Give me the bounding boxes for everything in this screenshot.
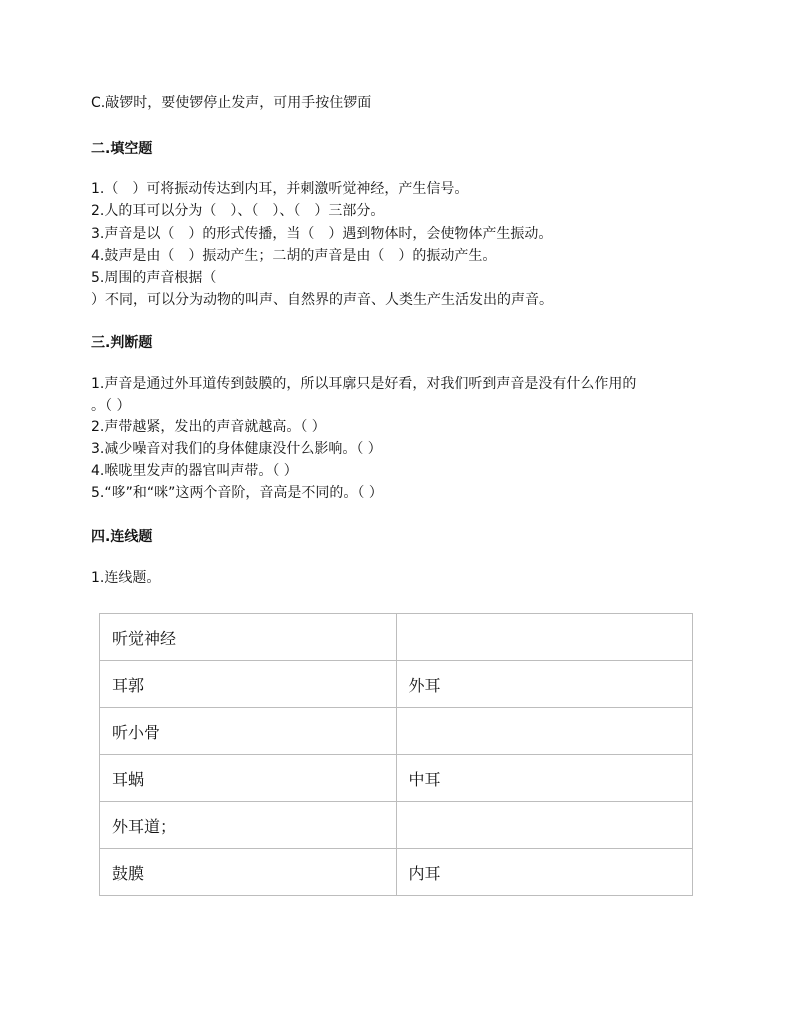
table-cell-left: 外耳道； [100, 802, 397, 849]
fill-item: 1.（ ）可将振动传达到内耳，并刺激听觉神经，产生信号。 [91, 181, 469, 197]
table-row [100, 708, 693, 755]
match-instruction: 1.连线题。 [91, 570, 161, 586]
section-fill-title: 二.填空题 [91, 141, 153, 157]
table-cell-right [396, 708, 693, 755]
fill-item-continued: ）不同，可以分为动物的叫声、自然界的声音、人类生产生活发出的声音。 [91, 292, 553, 308]
table-row [100, 661, 693, 708]
table-cell-left: 鼓膜 [100, 849, 397, 896]
table-cell-right [396, 614, 693, 661]
match-table [99, 613, 693, 896]
section-match-title: 四.连线题 [91, 529, 153, 545]
fill-item: 2.人的耳可以分为（ ）、（ ）、（ ）三部分。 [91, 203, 385, 219]
table-cell-right: 外耳 [396, 661, 693, 708]
table-cell-right [396, 802, 693, 849]
table-cell-left: 听小骨 [100, 708, 397, 755]
fill-item: 4.鼓声是由（ ）振动产生；二胡的声音是由（ ）的振动产生。 [91, 248, 497, 264]
judge-item: 5.“哆”和“咪”这两个音阶，音高是不同的。（ ） [91, 485, 383, 501]
table-row [100, 849, 693, 896]
judge-item-continued: 。（ ） [91, 398, 131, 414]
table-cell-right: 中耳 [396, 755, 693, 802]
table-cell-left: 耳郭 [100, 661, 397, 708]
judge-item: 3.减少噪音对我们的身体健康没什么影响。（ ） [91, 441, 382, 457]
top-option-line: C.敲锣时，要使锣停止发声，可用手按住锣面 [91, 95, 372, 111]
fill-item: 5.周围的声音根据（ [91, 270, 217, 286]
table-cell-left: 耳蜗 [100, 755, 397, 802]
section-judge-title: 三.判断题 [91, 335, 153, 351]
table-cell-right: 内耳 [396, 849, 693, 896]
table-row [100, 755, 693, 802]
table-row [100, 802, 693, 849]
judge-item: 1.声音是通过外耳道传到鼓膜的，所以耳廓只是好看，对我们听到声音是没有什么作用的 [91, 376, 637, 392]
table-row [100, 614, 693, 661]
table-cell-left: 听觉神经 [100, 614, 397, 661]
judge-item: 4.喉咙里发声的器官叫声带。（ ） [91, 463, 298, 479]
fill-item: 3.声音是以（ ）的形式传播，当（ ）遇到物体时，会使物体产生振动。 [91, 226, 553, 242]
judge-item: 2.声带越紧，发出的声音就越高。（ ） [91, 419, 326, 435]
